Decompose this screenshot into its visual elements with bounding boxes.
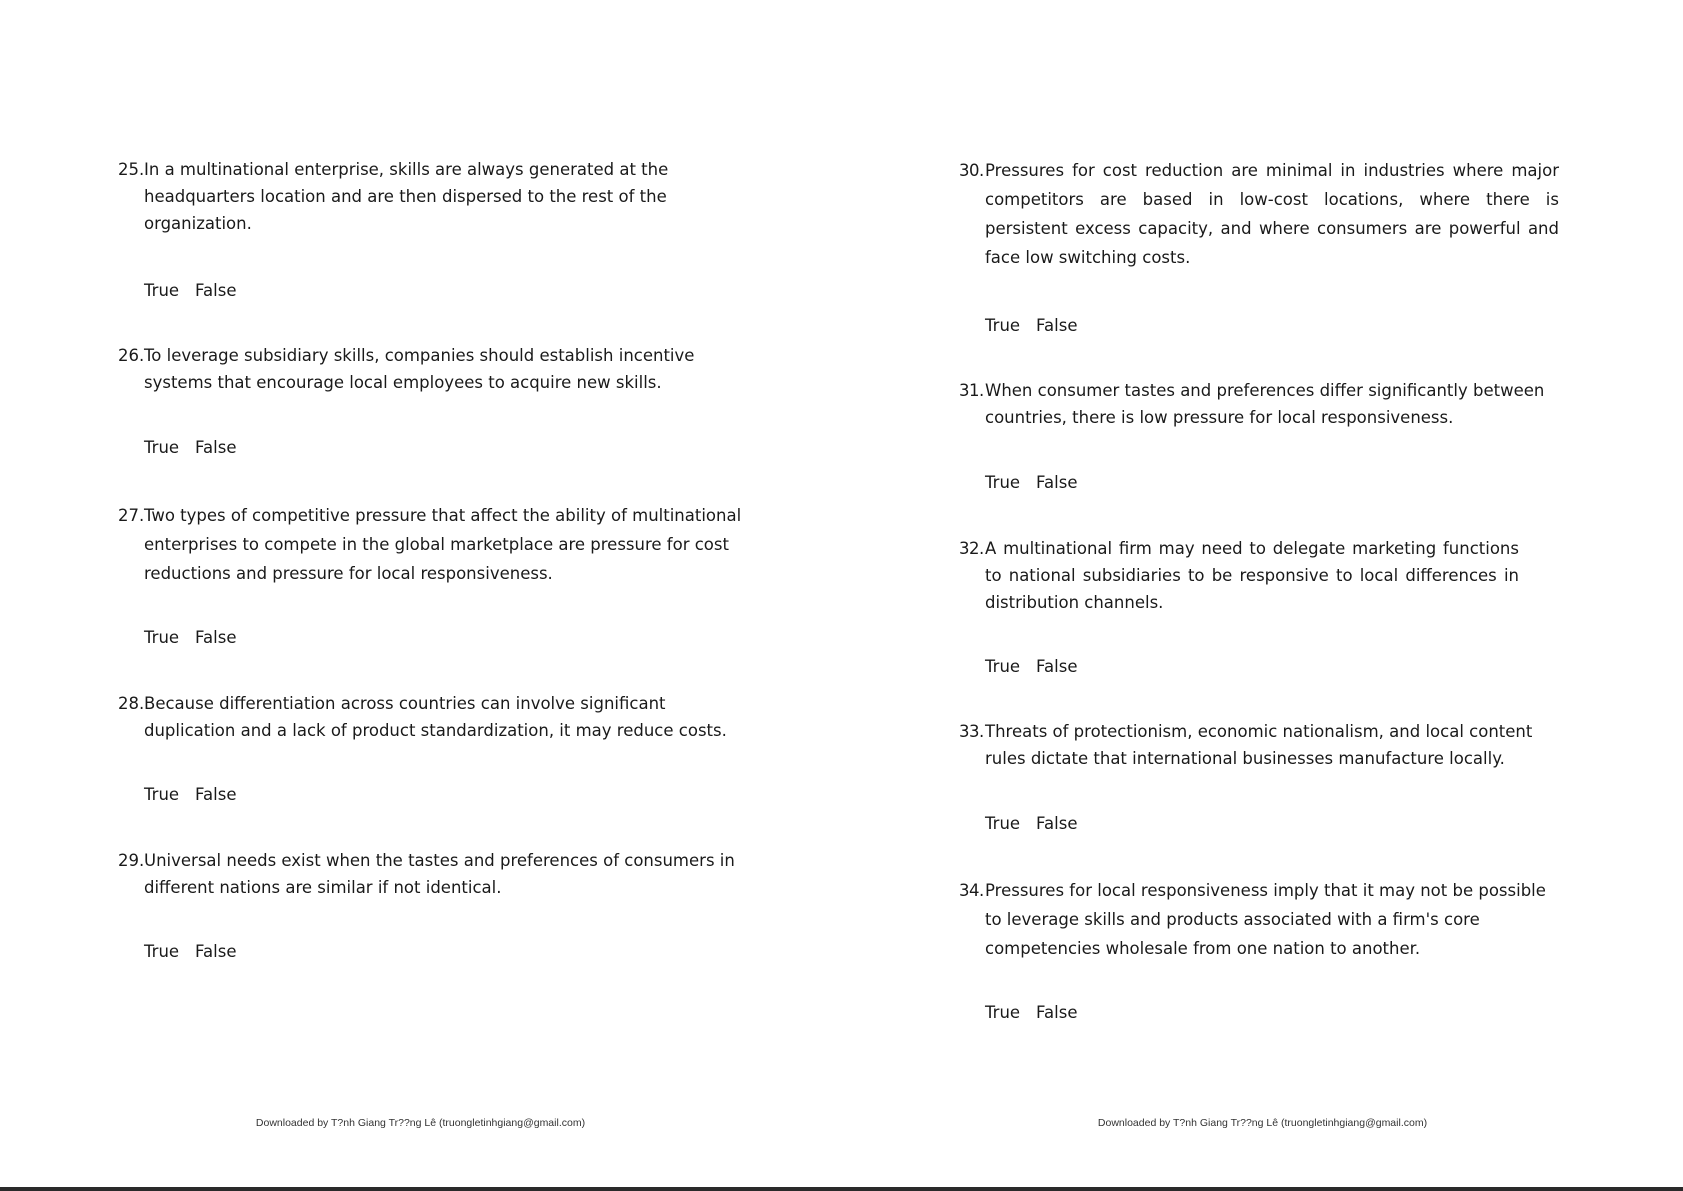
question-text: Because differentiation across countries can involve significant duplication and a lack of product standardization, it may reduce costs. [144, 694, 727, 740]
false-option[interactable]: False [195, 628, 237, 647]
true-option[interactable]: True [985, 473, 1021, 492]
true-option[interactable]: True [144, 281, 180, 300]
question-34 [959, 876, 1559, 963]
question-30 [959, 156, 1559, 272]
question-number: 25. [118, 160, 145, 179]
true-option[interactable]: True [144, 942, 180, 961]
question-number: 29. [118, 851, 145, 870]
question-number: 27. [118, 506, 145, 525]
left-page [0, 0, 841, 1185]
question-number: 31. [959, 381, 984, 400]
true-option[interactable]: True [144, 438, 180, 457]
false-option[interactable]: False [1036, 473, 1078, 492]
answer-options-34 [985, 1003, 1077, 1022]
true-option[interactable]: True [985, 1003, 1021, 1022]
true-option[interactable]: True [985, 316, 1021, 335]
question-26 [118, 342, 748, 396]
question-number: 28. [118, 694, 145, 713]
question-31 [959, 377, 1559, 431]
question-number: 32. [959, 539, 984, 558]
false-option[interactable]: False [195, 438, 237, 457]
question-number: 26. [118, 346, 145, 365]
true-option[interactable]: True [985, 814, 1021, 833]
true-option[interactable]: True [985, 657, 1021, 676]
question-28 [118, 690, 748, 744]
false-option[interactable]: False [195, 942, 237, 961]
download-footer: Downloaded by T?nh Giang Tr??ng Lê (truongletinhgiang@gmail.com) [255, 1117, 586, 1129]
answer-options-32 [985, 657, 1077, 676]
question-text: In a multinational enterprise, skills are always generated at the headquarters location and are then dispersed to the rest of the organization. [144, 160, 669, 233]
true-option[interactable]: True [144, 628, 180, 647]
answer-options-29 [144, 942, 236, 961]
question-29 [118, 847, 748, 901]
answer-options-31 [985, 473, 1077, 492]
bottom-border [0, 1187, 1683, 1191]
question-number: 34. [959, 881, 984, 900]
false-option[interactable]: False [195, 785, 237, 804]
question-text: Pressures for local responsiveness imply that it may not be possible to leverage skills and products associated with a firm's core competencies wholesale from one nation to another. [985, 881, 1546, 958]
false-option[interactable]: False [1036, 657, 1078, 676]
false-option[interactable]: False [195, 281, 237, 300]
question-text: Universal needs exist when the tastes and preferences of consumers in different nations are similar if not identical. [144, 851, 735, 897]
answer-options-28 [144, 785, 236, 804]
answer-options-26 [144, 438, 236, 457]
question-27 [118, 501, 748, 588]
answer-options-25 [144, 281, 236, 300]
false-option[interactable]: False [1036, 1003, 1078, 1022]
question-text: A multinational firm may need to delegate marketing functions to national subsidiaries to be responsive to local differences in distribution channels. [985, 539, 1519, 612]
right-page [842, 0, 1683, 1185]
true-option[interactable]: True [144, 785, 180, 804]
false-option[interactable]: False [1036, 316, 1078, 335]
question-25 [118, 156, 748, 237]
question-text: Two types of competitive pressure that affect the ability of multinational enterprises to compete in the global marketplace are pressure for cost reductions and pressure for local responsiveness. [144, 506, 742, 583]
question-32 [959, 535, 1519, 616]
false-option[interactable]: False [1036, 814, 1078, 833]
answer-options-30 [985, 316, 1077, 335]
question-number: 33. [959, 722, 984, 741]
download-footer: Downloaded by T?nh Giang Tr??ng Lê (truongletinhgiang@gmail.com) [1097, 1117, 1428, 1129]
question-33 [959, 718, 1559, 772]
question-text: Pressures for cost reduction are minimal in industries where major competitors are based in low-cost locations, where there is persistent excess capacity, and where consumers are powerful and face low switching costs. [985, 161, 1559, 267]
answer-options-27 [144, 628, 236, 647]
question-text: To leverage subsidiary skills, companies should establish incentive systems that encourage local employees to acquire new skills. [144, 346, 695, 392]
answer-options-33 [985, 814, 1077, 833]
question-text: Threats of protectionism, economic nationalism, and local content rules dictate that international businesses manufacture locally. [985, 722, 1533, 768]
question-text: When consumer tastes and preferences differ significantly between countries, there is low pressure for local responsiveness. [985, 381, 1545, 427]
question-number: 30. [959, 161, 984, 180]
